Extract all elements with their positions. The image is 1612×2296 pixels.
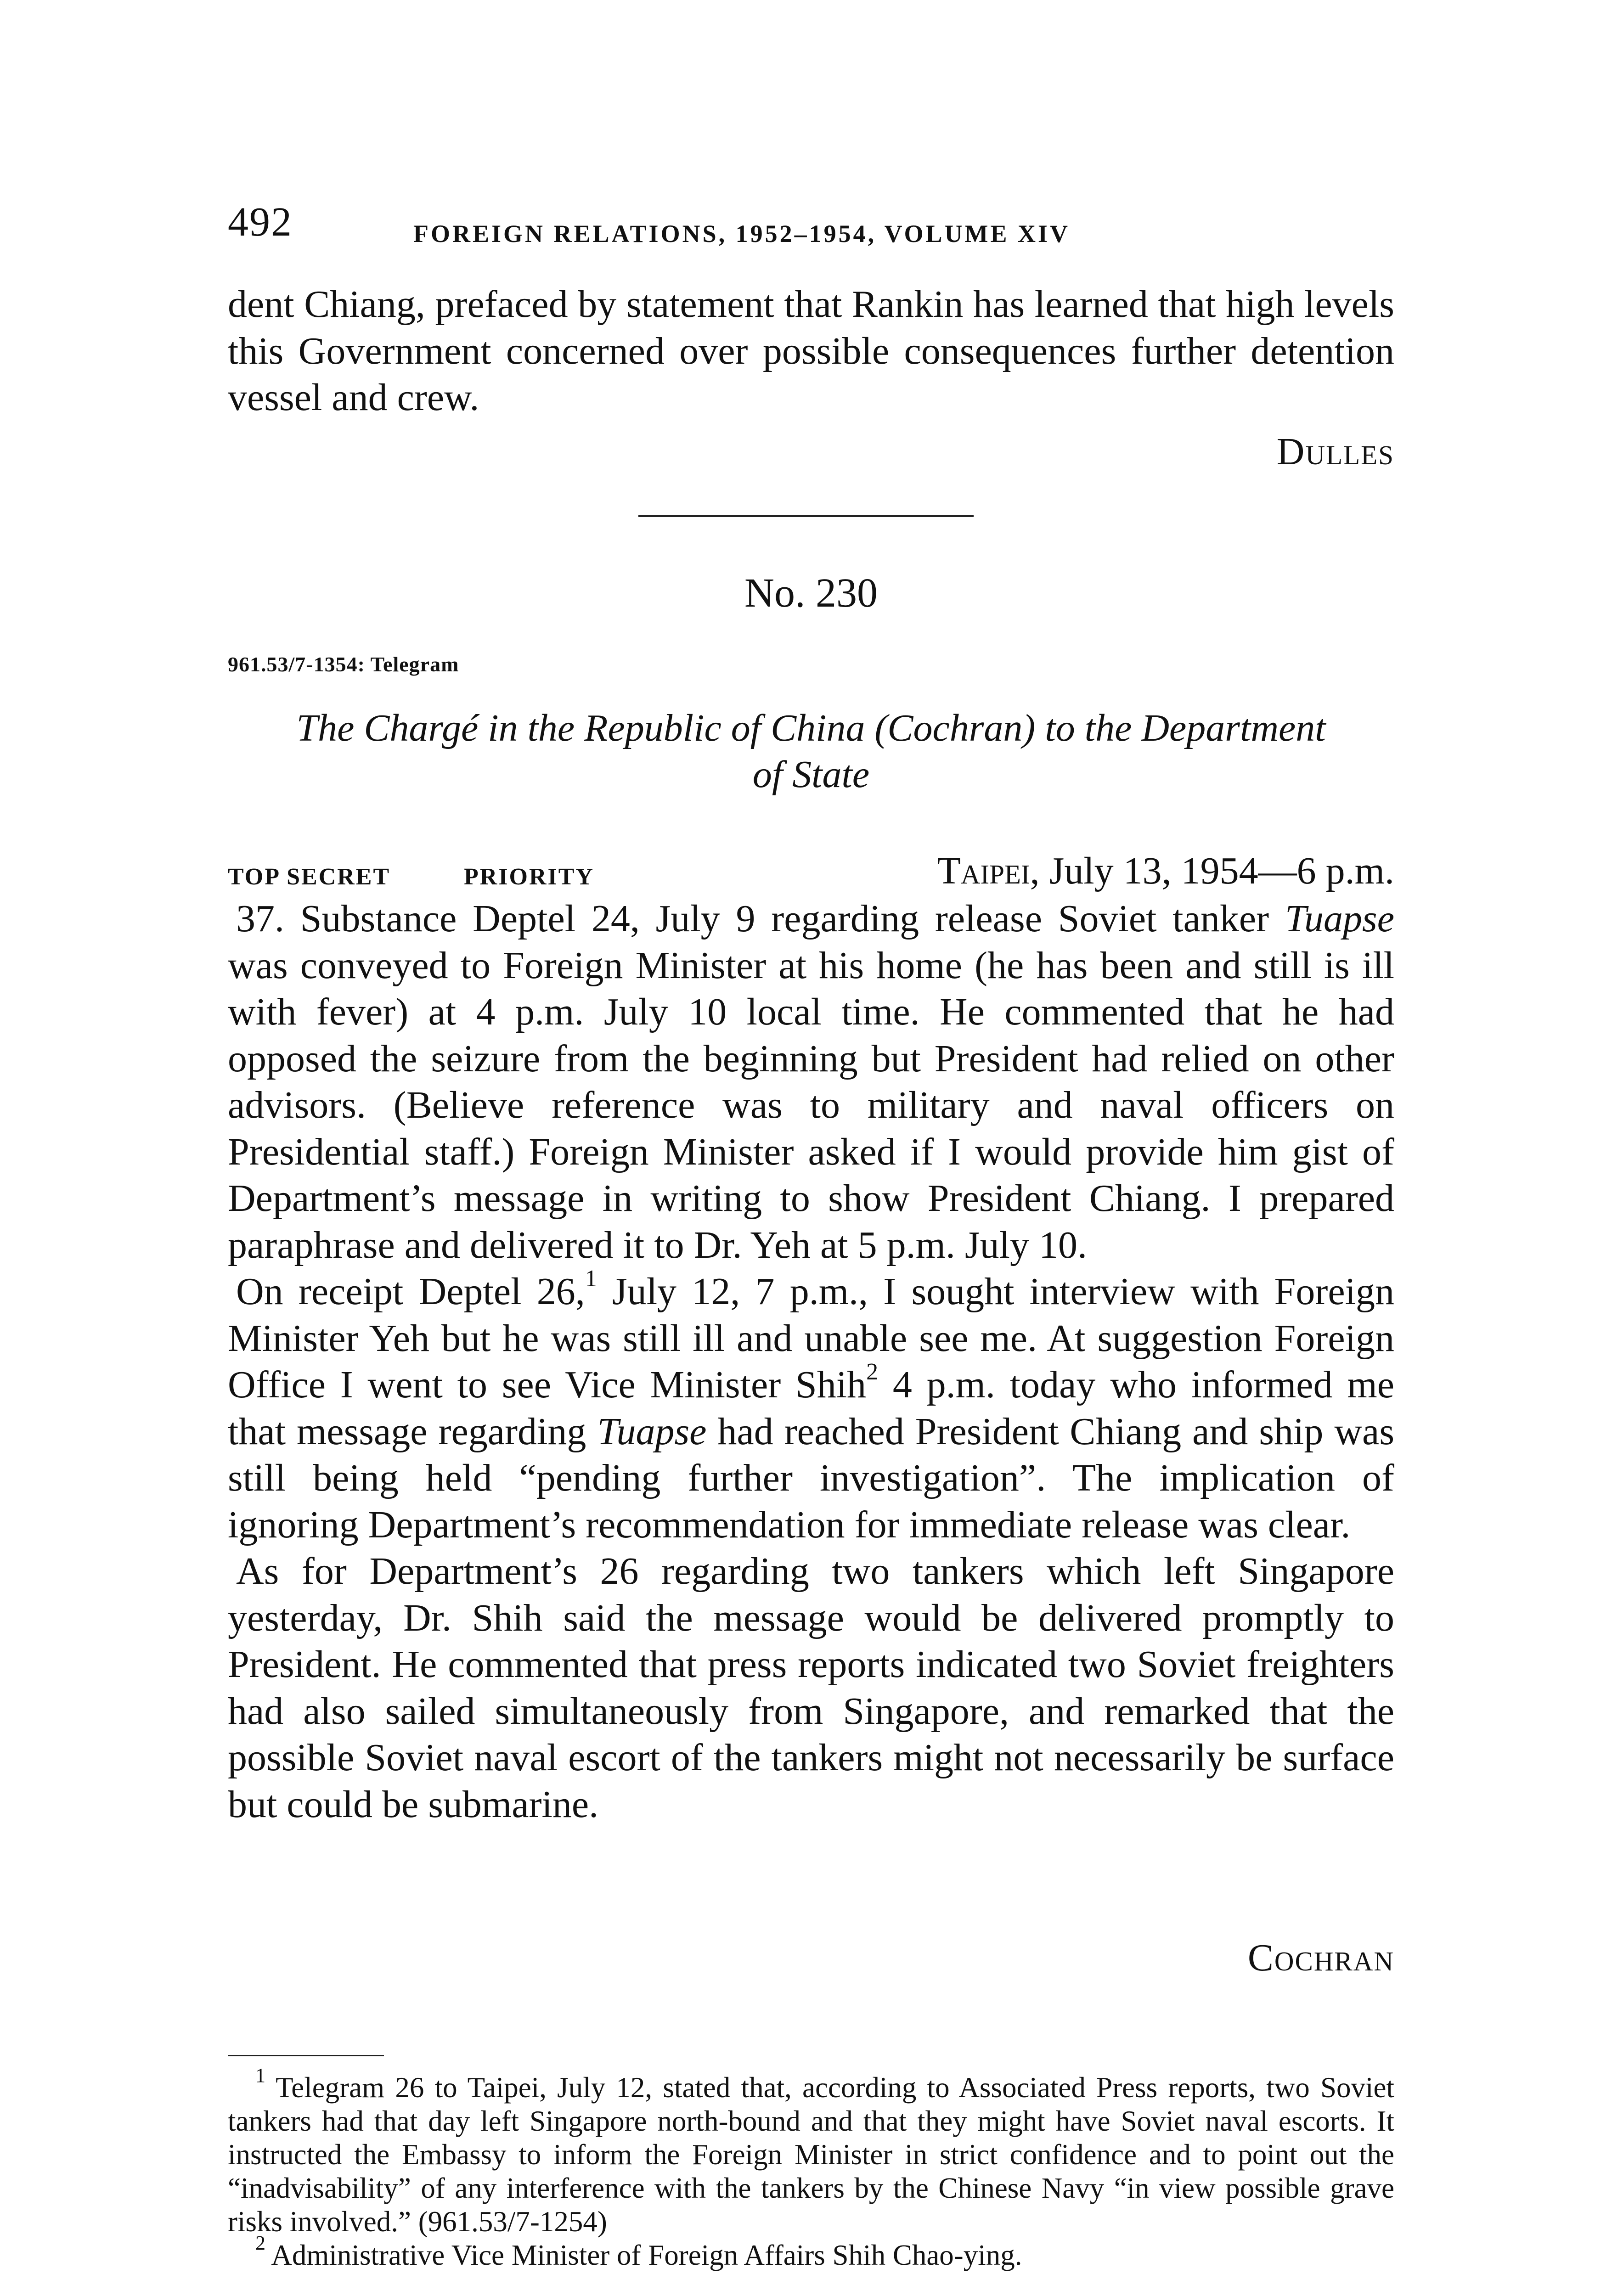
- telegram-body: [228, 895, 1394, 1828]
- footnotes: [228, 2064, 1394, 2272]
- dateline: [937, 849, 1394, 893]
- document-title-line-2: of State: [752, 753, 870, 796]
- footnote-ref-1: 1: [585, 1265, 597, 1292]
- document-title: [228, 705, 1394, 798]
- priority-label: PRIORITY: [464, 864, 595, 890]
- footnote-1-text: Telegram 26 to Taipei, July 12, stated that, according to Associated Press reports, two Soviet tankers had that day left Singapore north-bound and that they might have Soviet naval escorts. It instructed the Embassy to inform the Foreign Minister in strict confidence and to point out the “inadvisability” of any interference with the tankers by the Chinese Navy “in view possible grave risks involved.” (961.53/7-1254): [228, 2071, 1394, 2238]
- file-reference: 961.53/7-1354: Telegram: [228, 653, 459, 676]
- paragraph-1: 37. Substance Deptel 24, July 9 regarding release Soviet tanker Tuapse was conveyed to Foreign Minister at his home (he has been and still is ill with fever) at 4 p.m. July 10 local time. He commented that he had opposed the seizure from the beginning but President had relied on other advisors. (Believe reference was to military and naval officers on Presidential staff.) Foreign Minister asked if I would provide him gist of Department’s message in writing to show President Chiang. I prepared paraphrase and delivered it to Dr. Yeh at 5 p.m. July 10.: [228, 897, 1394, 1266]
- document-title-line-1: The Chargé in the Republic of China (Cochran) to the Department: [296, 707, 1326, 749]
- dateline-date: July 13, 1954—6 p.m.: [1039, 850, 1394, 892]
- ship-name-tuapse: Tuapse: [597, 1410, 707, 1453]
- ship-name-tuapse: Tuapse: [1285, 897, 1394, 940]
- document-signature: Cochran: [1247, 1936, 1394, 1979]
- classification-label: TOP SECRET: [228, 864, 391, 890]
- paragraph-2: On receipt Deptel 26,$^1$ July 12, 7 p.m., I sought interview with Foreign Minister Yeh but he was still ill and unable see me. At suggestion Foreign Office I went to see Vice Minister Shih$^2$ 4 p.m. today who informed me that message regarding Tuapse had reached President Chiang and ship was still being held “pending further investigation”. The implication of ignoring Department’s recommendation for immediate release was clear.: [228, 1265, 1395, 1546]
- footnote-ref-2: 2: [866, 1358, 879, 1385]
- footnote-rule: [228, 2055, 384, 2056]
- paragraph-3: As for Department’s 26 regarding two tankers which left Singapore yesterday, Dr. Shih said the message would be delivered promptly to President. He commented that press reports indicated two Soviet freighters had also sailed simultaneously from Singapore, and remarked that the possible Soviet naval escort of the tankers might not necessarily be surface but could be submarine.: [228, 1550, 1394, 1826]
- dateline-place: Taipei,: [937, 850, 1040, 892]
- running-title: FOREIGN RELATIONS, 1952–1954, VOLUME XIV: [413, 220, 1071, 248]
- footnote-2-marker: 2: [255, 2231, 266, 2254]
- footnote-2: [228, 2231, 1394, 2272]
- previous-document-signature: Dulles: [1276, 430, 1394, 473]
- document-separator-rule: [638, 515, 974, 517]
- footnote-2-text: Administrative Vice Minister of Foreign Affairs Shih Chao-ying.: [271, 2239, 1022, 2271]
- page-number: 492: [228, 199, 293, 245]
- footnote-1: [228, 2064, 1394, 2239]
- document-number: No. 230: [744, 570, 878, 616]
- footnote-1-marker: 1: [255, 2064, 266, 2087]
- previous-document-continuation: dent Chiang, prefaced by statement that Rankin has learned that high levels this Government concerned over possible consequences further detention vessel and crew.: [228, 283, 1394, 419]
